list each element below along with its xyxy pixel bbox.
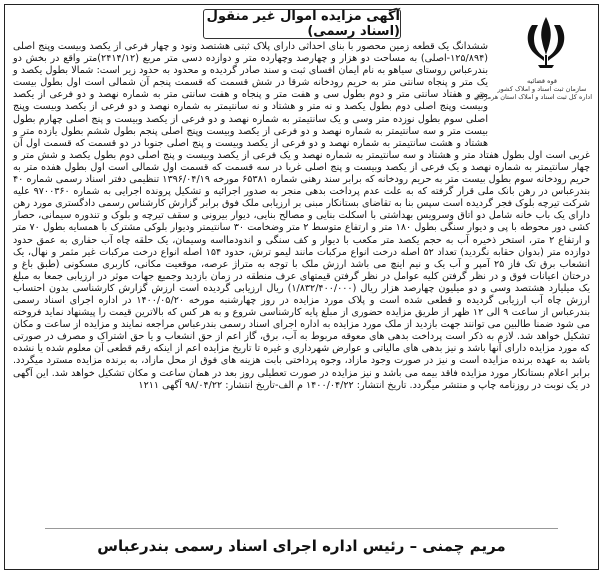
emblem-caption-line: اداره کل ثبت اسناد و املاک استان هرمزگان: [474, 93, 592, 101]
emblem-spacer: [474, 41, 592, 139]
signature-divider: [45, 528, 558, 529]
notice-frame: [4, 4, 599, 570]
notice-title: آگهی مزایده اموال غیر منقول (اسناد رسمی): [203, 9, 401, 39]
emblem-caption-line: سازمان ثبت اسناد و املاک کشور: [497, 85, 587, 93]
signature: مریم چمنی – رئیس اداره اجرای اسناد رسمی بندرعباس: [97, 537, 506, 555]
notice-body: ششدانگ یک قطعه زمین محصور با بنای احداثی دارای پلاک ثبتی هشتصد ونود و چهار فرعی از یکصد وبیست وپنج اصلی (۱۲۵/۸۹۴-اصلی) به مساحت دو هزار و چهارصد وچهارده متر و دوازده دسی متر مربع (۲۴۱۴/۱۲)متر واقع در بخش دو بندرعباس روستای سیاهو به نام ایمان افسای ثبت و سند صادر گردیده و محدود به حدود زیر است: شمالا بطول یکصد و یک متر و پنجاه سانتی متر به حریم رودخانه شرقا در شش قسمت که قسمت پنجم آن شمالی است اول بطول بیست متر و هفتاد سانتی متر و دوم بطول سی و هفت متر و پنجاه و هفت سانتی متر به شماره نهصد و دو فرعی از یکصد وبیست وپنج اصلی دوم بطول یکصد و نه متر و هشتاد و نه سانتیمتر به شماره نهصد و دو فرعی از یکصد وبیست وپنج اصلی سوم بطول نوزده متر وسی و یک سانتیمتر به شماره نهصد و دو فرعی از یکصد وبیست و پنج اصلی چهارم بطول بیست متر و سه سانتیمتر به شماره نهصد و دو فرعی از یکصد وبیست وپنج اصلی پنجم بطول ششم بطول یازده متر و هشتاد و هشت سانتیمتر به شماره نهصد و دو فرعی از یکصد وبیست و پنج اصلی جنوبا در دو قسمت که قسمت اول آن غربی است اول بطول هفتاد متر و هشتاد و سه سانتیمتر به شماره نهصد و یک فرعی از یکصد وبیست و پنج اصلی دوم بطول یکصد و شش متر و چهار سانتیمتر به شماره نهصد و یک فرعی از یکصد وبیست و پنج اصلی غربا در سه قسمت که قسمت اول شمالی است اول بطول هفده متر به حریم رودخانه سوم بطول بیست متر به حریم رودخانه که برابر سند رهنی شماره ۶۵۳۸۱ مورخه ۱۳۹۶/۰۴/۱۹ تنظیمی دفتر اسناد رسمی شماره ۴۰ بندرعباس در رهن بانک ملی قرار گرفته که به علت عدم پرداخت بدهی منجر به صدور اجرائیه و تشکیل پرونده اجرایی به شماره ۹۷۰۰۳۶۰ علیه شرکت تیرچه بلوک فجر گردیده است سپس بنا به تقاضای بستانکار مبنی بر ارزیابی ملک فوق برابر گزارش کارشناس رسمی دادگستری مورد رهن دارای یک باب خانه شامل دو اتاق وسرویس بهداشتی با اسکلت بنایی و مصالح بنایی، دیوار بیرونی و سقف تیرچه و بلوک و تندوره سیمانی، حصار کشی دور محوطه با پی و دیوار سنگی بطول ۱۸۰ متر و ارتفاع متوسط ۲ متر وضخامت ۳۰ سانتیمتر ودیوار بلوکی مشترک با همسایه بطول ۷۰ متر و ارتفاع ۲ متر، استخر ذخیره آب به حجم یکصد متر مکعب با دیوار و کف سنگی و اندودمااسه وسیمان، یک حلقه چاه آب حفاری به عمق حدود دوازده متر (بدوان حقابه نگردید) تعداد ۵۲ اصله درخت انواع مرکبات مانند لیمو ترش، حدود ۱۵۴ اصله انواع درخت مرکبات غیر مثمر و نهال، یک انشعاب برق تک فاز ۲۵ آمپر و آب یک و نیم اینچ می باشد ارزش ملک با توجه به متراژ عرصه، موقعیت مکانی، کاربری مسکونی (طبق باغ و درختان اعیانات فوق و در نظر گرفتن کلیه عوامل در نظر گرفتن قیمتهای عرف منطقه در زمان بازدید وجمیع جهات موثر در ارزیابی جمعا به مبلغ یک میلیارد هشتصد وسی و دو میلیون چهارصد هزار ریال (۱/۸۳۲/۴۰۰/۰۰۰) ریال ارزیابی گردیده است ارزش گزارش کارشناسی بدون احتساب ارزش چاه آب ارزیابی گردیده و قطعی شده است و پلاک مورد مزایده در روز چهارشنبه مورخه ۱۴۰۰/۰۵/۲۰ در اداره اجرای اسناد رسمی بندرعباس از ساعت ۹ الی ۱۲ ظهر از طریق مزایده حضوری از مبلغ پایه کارشناسی شروع و به هر کس که بالاترین قیمت را پیشنهاد نماید فروخته می شود ضمنا طالبین می توانند جهت بازدید از ملک مورد مزایده به اداره اجرای اسناد رسمی بندرعباس مراجعه نمایند و مزایده از ساعت و مکان تشکیل خواهد شد. لازم به ذکر است پرداخت بدهی های معوقه مربوط به آب، برق، گاز اعم از حق انشعاب و یا حق اشتراک و مصرف در صورتی که مورد مزایده دارای آنها باشد و نیز بدهی های مالیاتی و عوارض شهرداری و غیره تا تاریخ مزایده اعم از اینکه رقم قطعی آن معلوم شده یا نشده باشد به عهده برنده مزایده است و نیز در صورت وجود مازاد، وجوه پرداختی بابت هزینه های فوق از محل مازاد، به برنده مزایده مسترد میگردد. برابر اعلام بستانکار مورد مزایده فاقد بیمه می باشد و نیز مزایده در صورت تعطیلی روز بعد در همان ساعت و مکان تشکیل خواهد شد. این آگهی در یک نوبت در روزنامه چاپ و منتشر میگردد. تاریخ انتشار: ۱۴۰۰/۰۴/۲۲ م الف-تاریخ انتشار: ۹۸/۰۴/۲۲ آگهی ۱۲۱۱: [13, 41, 591, 391]
notice-body-container: [13, 41, 590, 515]
emblem-caption-line: قوه قضائیه: [527, 77, 557, 85]
